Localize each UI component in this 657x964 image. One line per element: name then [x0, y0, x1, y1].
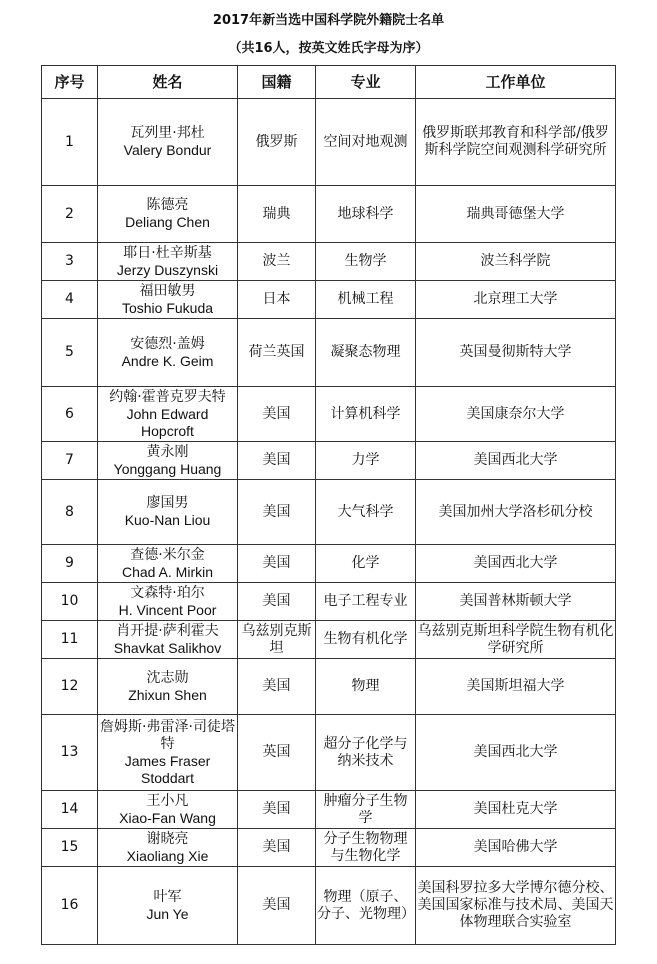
row-number: 6 [42, 387, 98, 442]
table-row [42, 791, 616, 829]
table-row [42, 715, 616, 791]
name-chinese: 王小凡 [146, 792, 189, 809]
row-nationality: 俄罗斯 [238, 99, 316, 186]
row-nationality: 荷兰英国 [238, 319, 316, 387]
row-field: 机械工程 [316, 281, 416, 319]
name-english: Xiaoliang Xie [126, 847, 209, 864]
name-english: Shavkat Salikhov [113, 639, 222, 656]
row-field: 物理（原子、分子、光物理） [316, 867, 416, 945]
table-row [42, 442, 616, 480]
table-row [42, 621, 616, 659]
row-number: 14 [42, 791, 98, 829]
row-number: 8 [42, 480, 98, 545]
row-number: 2 [42, 186, 98, 243]
name-chinese: 叶军 [153, 888, 182, 905]
row-field: 电子工程专业 [316, 583, 416, 621]
name-chinese: 福田敏男 [139, 282, 196, 299]
name-chinese: 约翰·霍普克罗夫特 [109, 388, 226, 405]
name-english: James Fraser Stoddart [124, 752, 211, 786]
row-number: 13 [42, 715, 98, 791]
table-row [42, 583, 616, 621]
row-nationality: 美国 [238, 545, 316, 583]
name-chinese: 陈德亮 [146, 197, 189, 213]
row-nationality: 美国 [238, 829, 316, 867]
header-affiliation: 工作单位 [416, 66, 616, 99]
row-nationality: 乌兹别克斯坦 [238, 621, 316, 659]
row-nationality: 日本 [238, 281, 316, 319]
row-name [98, 442, 238, 480]
row-number: 9 [42, 545, 98, 583]
row-affiliation: 美国西北大学 [416, 545, 616, 583]
row-nationality: 英国 [238, 715, 316, 791]
row-number: 16 [42, 867, 98, 945]
row-nationality: 美国 [238, 480, 316, 545]
row-field: 生物有机化学 [316, 621, 416, 659]
row-field: 超分子化学与纳米技术 [316, 715, 416, 791]
row-name [98, 387, 238, 442]
document-subtitle: （共16人，按英文姓氏字母为序） [228, 41, 429, 56]
table-row [42, 829, 616, 867]
row-nationality: 美国 [238, 583, 316, 621]
name-chinese: 谢晓亮 [146, 830, 189, 847]
row-field: 分子生物物理与生物化学 [316, 829, 416, 867]
name-english: Kuo-Nan Liou [124, 512, 211, 528]
name-chinese: 瓦列里·邦杜 [130, 125, 205, 141]
row-affiliation: 美国斯坦福大学 [416, 659, 616, 715]
table-row [42, 659, 616, 715]
row-affiliation: 美国杜克大学 [416, 791, 616, 829]
name-english: Deliang Chen [125, 214, 210, 230]
name-chinese: 廖国男 [146, 495, 189, 511]
row-affiliation: 俄罗斯联邦教育和科学部/俄罗斯科学院空间观测科学研究所 [416, 99, 616, 186]
academician-table [41, 65, 616, 945]
row-affiliation: 北京理工大学 [416, 281, 616, 319]
row-name [98, 829, 238, 867]
table-row [42, 186, 616, 243]
row-nationality: 美国 [238, 659, 316, 715]
name-chinese: 詹姆斯·弗雷泽·司徒塔特 [100, 718, 235, 752]
row-name [98, 715, 238, 791]
row-number: 10 [42, 583, 98, 621]
row-field: 化学 [316, 545, 416, 583]
row-field: 肿瘤分子生物学 [316, 791, 416, 829]
row-name [98, 319, 238, 387]
header-number: 序号 [42, 66, 98, 99]
name-chinese: 文森特·珀尔 [130, 584, 205, 601]
name-chinese: 肖开提·萨利霍夫 [116, 622, 219, 639]
row-number: 12 [42, 659, 98, 715]
row-number: 5 [42, 319, 98, 387]
name-english: Chad A. Mirkin [121, 563, 214, 580]
row-name [98, 545, 238, 583]
table-row [42, 545, 616, 583]
row-affiliation: 美国西北大学 [416, 715, 616, 791]
name-english: Zhixun Shen [128, 686, 207, 703]
row-affiliation: 瑞典哥德堡大学 [416, 186, 616, 243]
row-name [98, 99, 238, 186]
name-english: Yonggang Huang [113, 460, 222, 477]
row-name [98, 659, 238, 715]
row-nationality: 美国 [238, 867, 316, 945]
row-nationality: 美国 [238, 442, 316, 480]
table-row [42, 387, 616, 442]
row-field: 空间对地观测 [316, 99, 416, 186]
table-row [42, 99, 616, 186]
row-affiliation: 乌兹别克斯坦科学院生物有机化学研究所 [416, 621, 616, 659]
row-nationality: 美国 [238, 791, 316, 829]
name-english: Jerzy Duszynski [116, 261, 219, 278]
name-english: Xiao-Fan Wang [119, 809, 216, 826]
name-english: Jun Ye [146, 905, 189, 922]
document-title: 2017年新当选中国科学院外籍院士名单 [212, 13, 445, 28]
row-number: 1 [42, 99, 98, 186]
row-affiliation: 英国曼彻斯特大学 [416, 319, 616, 387]
name-english: Valery Bondur [123, 142, 212, 158]
name-chinese: 耶日·杜辛斯基 [123, 244, 212, 261]
row-number: 7 [42, 442, 98, 480]
row-nationality: 瑞典 [238, 186, 316, 243]
name-english: Toshio Fukuda [121, 299, 214, 316]
row-affiliation: 波兰科学院 [416, 243, 616, 281]
row-number: 11 [42, 621, 98, 659]
name-chinese: 安德烈·盖姆 [130, 335, 205, 352]
table-row [42, 480, 616, 545]
name-chinese: 查德·米尔金 [130, 546, 205, 563]
row-field: 力学 [316, 442, 416, 480]
row-number: 15 [42, 829, 98, 867]
row-name [98, 621, 238, 659]
row-name [98, 243, 238, 281]
row-field: 凝聚态物理 [316, 319, 416, 387]
row-field: 生物学 [316, 243, 416, 281]
name-english: H. Vincent Poor [118, 601, 217, 618]
row-name [98, 480, 238, 545]
name-chinese: 黄永刚 [146, 443, 189, 460]
row-name [98, 867, 238, 945]
row-name [98, 791, 238, 829]
table-row [42, 319, 616, 387]
table-row [42, 281, 616, 319]
row-field: 物理 [316, 659, 416, 715]
row-affiliation: 美国科罗拉多大学博尔德分校、美国国家标准与技术局、美国天体物理联合实验室 [416, 867, 616, 945]
name-english: Andre K. Geim [121, 352, 214, 369]
row-number: 4 [42, 281, 98, 319]
table-row [42, 243, 616, 281]
row-affiliation: 美国加州大学洛杉矶分校 [416, 480, 616, 545]
row-field: 计算机科学 [316, 387, 416, 442]
header-nationality: 国籍 [238, 66, 316, 99]
row-field: 地球科学 [316, 186, 416, 243]
row-affiliation: 美国西北大学 [416, 442, 616, 480]
row-affiliation: 美国康奈尔大学 [416, 387, 616, 442]
table-row [42, 867, 616, 945]
name-english: John Edward Hopcroft [126, 405, 209, 439]
row-name [98, 281, 238, 319]
row-field: 大气科学 [316, 480, 416, 545]
table-body [42, 99, 616, 945]
header-name: 姓名 [98, 66, 238, 99]
row-number: 3 [42, 243, 98, 281]
name-chinese: 沈志勋 [146, 669, 189, 686]
row-affiliation: 美国普林斯顿大学 [416, 583, 616, 621]
row-affiliation: 美国哈佛大学 [416, 829, 616, 867]
row-name [98, 186, 238, 243]
row-nationality: 美国 [238, 387, 316, 442]
row-name [98, 583, 238, 621]
header-row [42, 66, 616, 99]
row-nationality: 波兰 [238, 243, 316, 281]
table-header [42, 66, 616, 99]
header-field: 专业 [316, 66, 416, 99]
